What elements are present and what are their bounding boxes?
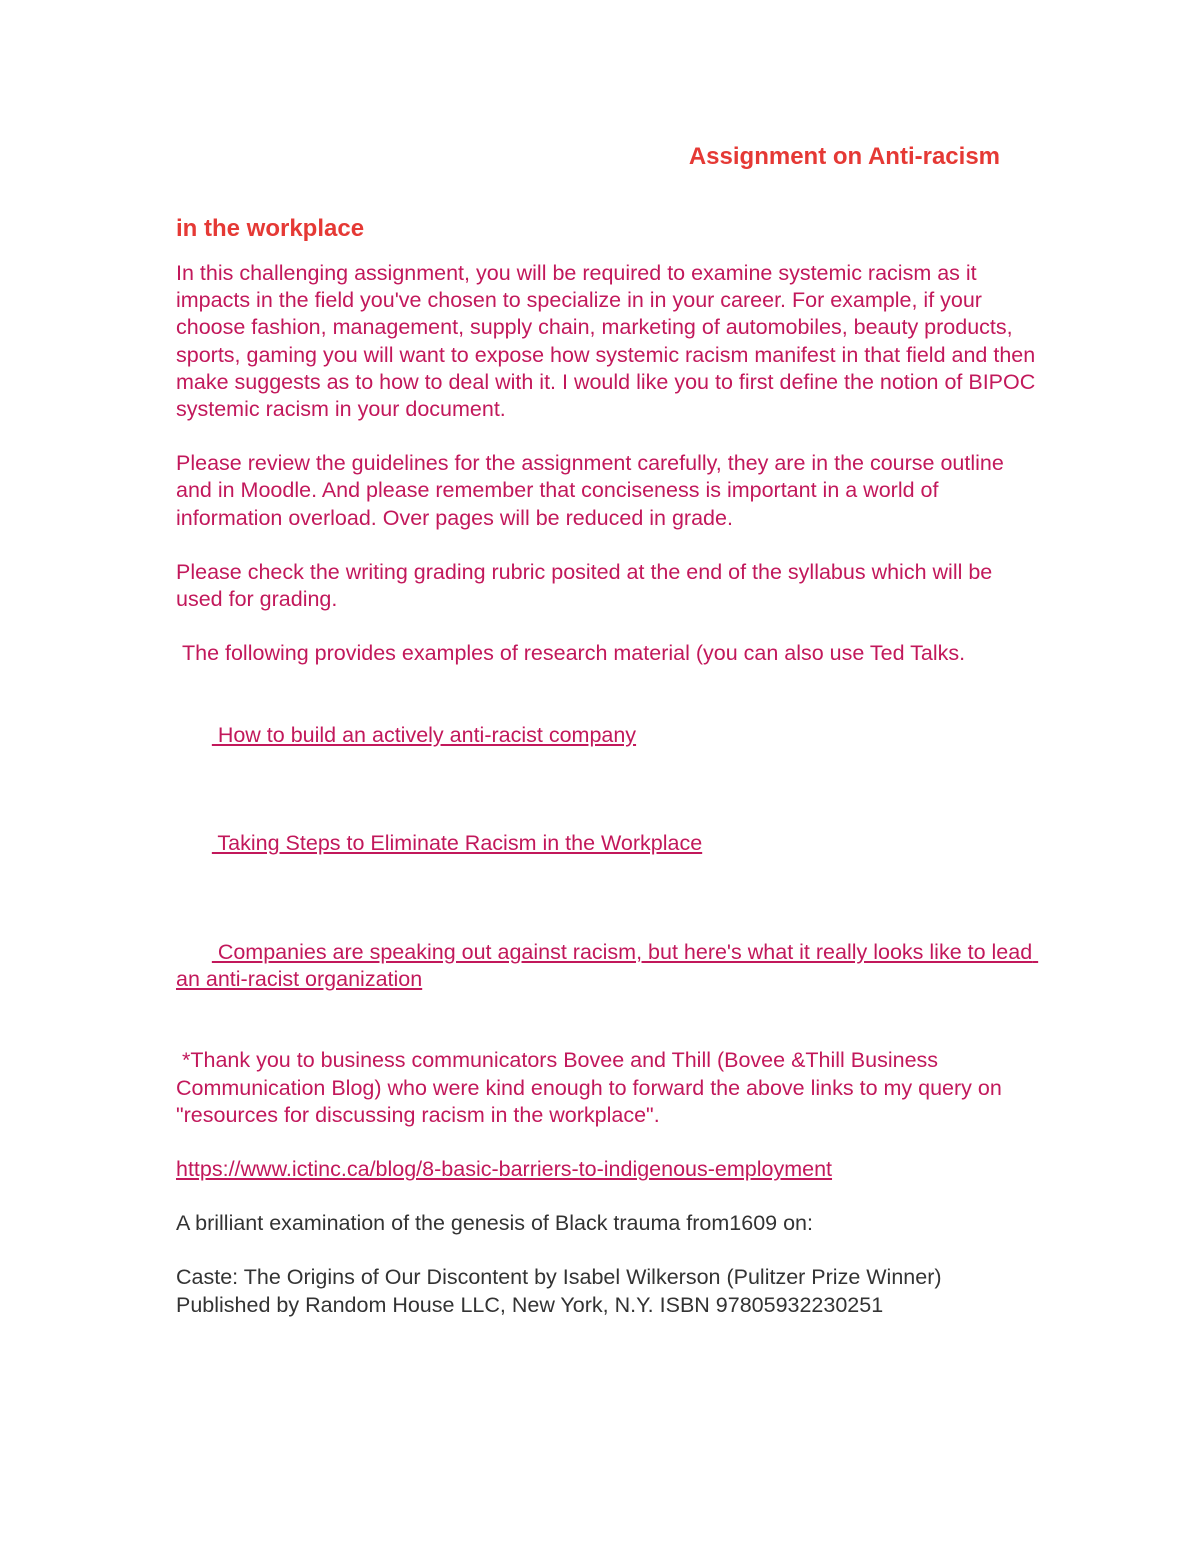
brilliant-paragraph: A brilliant examination of the genesis of Black trauma from1609 on: [176,1211,813,1236]
thanks-paragraph: *Thank you to business communicators Bovee and Thill (Bovee &Thill Business Communication Blog) who were kind enough to forward the above links to my query on "resources for discussing racism in the workplace". [176,1048,1008,1127]
resource-link-item [176,912,1039,1021]
link-anti-racist-company[interactable]: How to build an actively anti-racist company [211,722,637,747]
book-title-line: Caste: The Origins of Our Discontent by Isabel Wilkerson (Pulitzer Prize Winner) [176,1265,942,1290]
rubric-paragraph: Please check the writing grading rubric posited at the end of the syllabus which will be used for grading. [176,559,993,612]
document-subtitle: in the workplace [176,215,365,242]
guidelines-paragraph: Please review the guidelines for the assignment carefully, they are in the course outline and in Moodle. And please remember that conciseness is important in a world of information overload. Over pages will be reduced in grade. [176,451,1004,530]
url-paragraph [176,1156,1036,1183]
link-indigenous-employment[interactable]: https://www.ictinc.ca/blog/8-basic-barriers-to-indigenous-employment [176,1157,833,1182]
link-anti-racist-organization[interactable]: Companies are speaking out against racism, but here's what it really looks like to lead an anti-racist organization [176,939,1039,992]
resource-link-item [176,694,1036,776]
document-title: Assignment on Anti-racism [688,143,1000,170]
resource-link-item [176,803,1036,885]
link-eliminate-racism-workplace[interactable]: Taking Steps to Eliminate Racism in the Workplace [211,831,703,856]
examples-intro-paragraph: The following provides examples of research material (you can also use Ted Talks. [176,641,966,666]
book-citation [176,1264,1036,1318]
book-publisher-line: Published by Random House LLC, New York, N.Y. ISBN 97805932230251 [176,1292,884,1317]
document-body [176,140,1039,1346]
intro-paragraph: In this challenging assignment, you will be required to examine systemic racism as it impacts in the field you've chosen to specialize in in your career. For example, if your choose fashion, management, supply chain, marketing of automobiles, beauty products, sports, gaming you will want to expose how systemic racism manifest in that field and then make suggests as to how to deal with it. I would like you to first define the notion of BIPOC systemic racism in your document. [176,261,1036,422]
